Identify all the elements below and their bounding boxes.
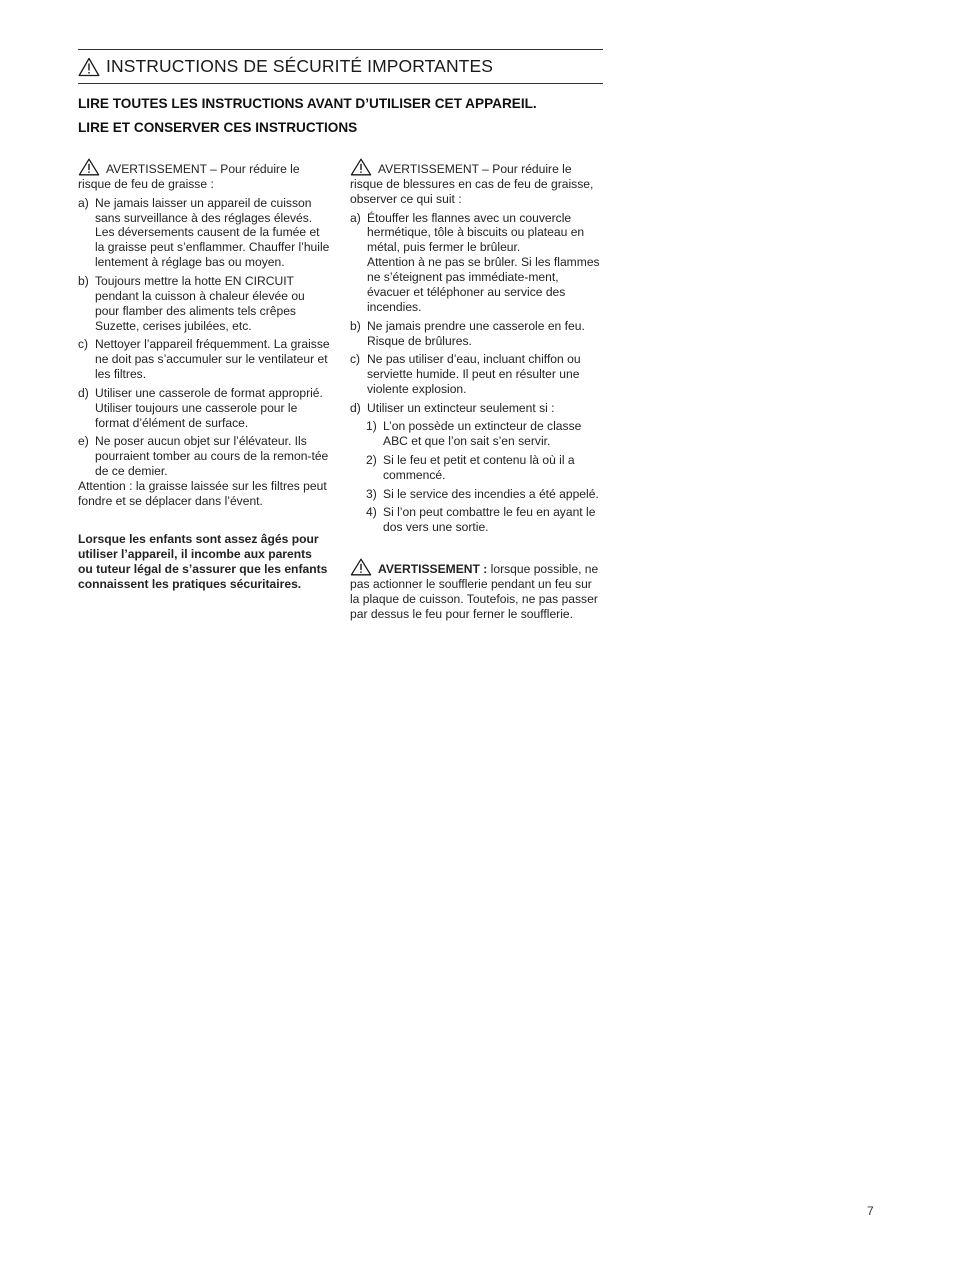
- sub-list-item: 3) Si le service des incendies a été appelé.: [366, 486, 599, 501]
- top-rule: [78, 49, 603, 50]
- warning-triangle-icon: [350, 158, 372, 176]
- attention-note: Attention : la graisse laissée sur les filtres peut fondre et se déplacer dans l’évent.: [78, 479, 327, 509]
- sub-list: [350, 419, 602, 535]
- list-item: c) Nettoyer l’appareil fréquemment. La graisse ne doit pas s’accumuler sur le ventilateur et les filtres.: [78, 337, 330, 382]
- sub-list-item: 1) L’on possède un extincteur de classe ABC et que l’on sait s’en servir.: [366, 419, 582, 449]
- right-warning2-label: AVERTISSEMENT :: [378, 562, 488, 577]
- page-number: 7: [867, 1204, 874, 1218]
- list-item: e) Ne poser aucun objet sur l’élévateur. Ils pourraient tomber au cours de la remon-tée de ce demier.: [78, 434, 329, 479]
- right-warning-paragraph: [350, 158, 602, 207]
- sub-list-item: 2) Si le feu et petit et contenu là où il a commencé.: [366, 453, 575, 482]
- page-title: [78, 56, 493, 77]
- subheading-read-all: LIRE TOUTES LES INSTRUCTIONS AVANT D’UTILISER CET APPAREIL.: [78, 96, 537, 111]
- warning-triangle-icon: [78, 57, 100, 77]
- left-warning-label: AVERTISSEMENT: [106, 162, 207, 176]
- list-item: b) Toujours mettre la hotte EN CIRCUIT pendant la cuisson à chaleur élevée ou pour flamber des aliments tels crêpes Suzette, cerises jubilées, etc.: [78, 273, 305, 333]
- right-warning-label: AVERTISSEMENT: [378, 162, 479, 176]
- warning-triangle-icon: [350, 558, 372, 576]
- right-warning2-paragraph: [350, 558, 602, 622]
- list-item: a) Étouffer les flannes avec un couvercle hermétique, tôle à biscuits ou plateau en métal, puis fermer le brûleur. Attention à ne pas se brûler. Si les flammes ne s’éteignent pas immédiate-ment, évacuer et téléphoner au service des incendies.: [350, 210, 600, 314]
- left-warning-text: – Pour réduire le risque de feu de graisse :: [78, 162, 300, 191]
- left-warning-paragraph: [78, 158, 330, 192]
- list-item: c) Ne pas utiliser d’eau, incluant chiffon ou serviette humide. Il peut en résulter une violente explosion.: [350, 352, 581, 397]
- right-column: [350, 158, 602, 622]
- sub-list-item: 4) Si l’on peut combattre le feu en ayant le dos vers une sortie.: [366, 505, 596, 535]
- list-item: a) Ne jamais laisser un appareil de cuisson sans surveillance à des réglages élevés. Les déversements causent de la fumée et la graisse peut s’enflammer. Chauffer l’huile lentement à réglage bas ou moyen.: [78, 195, 330, 270]
- warning-triangle-icon: [78, 158, 100, 176]
- children-note: Lorsque les enfants sont assez âgés pour utiliser l’appareil, il incombe aux parents ou tuteur légal de s’assurer que les enfants connaissent les pratiques sécuritaires.: [78, 531, 328, 591]
- list-item: b) Ne jamais prendre une casserole en feu. Risque de brûlures.: [350, 318, 585, 348]
- left-column: [78, 158, 330, 592]
- title-text: INSTRUCTIONS DE SÉCURITÉ IMPORTANTES: [106, 56, 494, 76]
- subheading-keep: LIRE ET CONSERVER CES INSTRUCTIONS: [78, 120, 358, 135]
- right-warning2-text: lorsque possible, ne pas actionner le soufflerie pendant un feu sur la plaque de cuisson. Toutefois, ne pas passer par dessus le feu pour ferner le soufflerie.: [350, 562, 599, 621]
- list-item: d) Utiliser une casserole de format approprié. Utiliser toujours une casserole pour le format d’élément de surface.: [78, 385, 323, 430]
- list-item: d) Utiliser un extincteur seulement si :: [350, 400, 555, 415]
- title-rule: [78, 83, 603, 84]
- right-warning-text: – Pour réduire le risque de blessures en cas de feu de graisse, observer ce qui suit :: [350, 162, 594, 206]
